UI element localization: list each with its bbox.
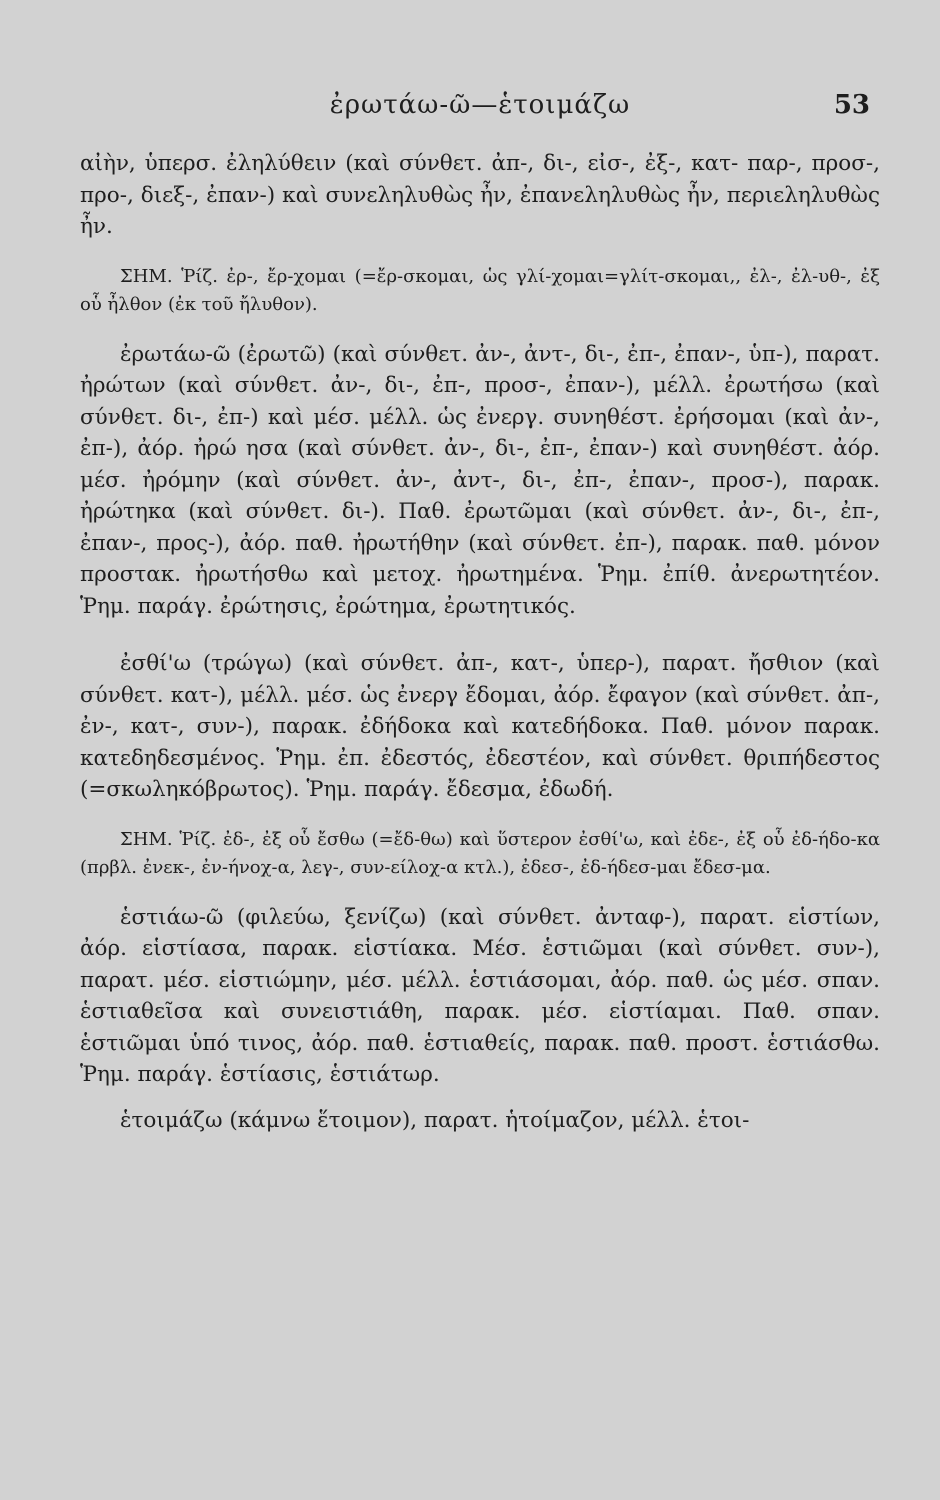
page-number: 53 xyxy=(833,90,870,120)
note-paragraph-2: ΣΗΜ. Ῥίζ. ἐδ-, ἐξ οὗ ἔσθω (=ἔδ-θω) καὶ ὕστερον ἐσθί'ω, καὶ ἐδε-, ἐξ οὗ ἐδ-ήδο-κα (πρβλ. ἐνεκ-, ἐν-ήνοχ-α, λεγ-, συν-είλοχ-α κτλ.), ἐδεσ-, ἐδ-ήδεσ-μαι ἔδεσ-μα. xyxy=(80,828,880,878)
entry-hetoimazo: ἑτοιμάζω (κάμνω ἕτοιμον), παρατ. ἡτοίμαζον, μέλλ. ἑτοι- xyxy=(120,1107,750,1133)
entry-erotao: ἐρωτάω-ῶ (ἐρωτῶ) (καὶ σύνθετ. ἀν-, ἀντ-, δι-, ἐπ-, ἐπαν-, ὑπ-), παρατ. ἠρώτων (καὶ σύνθετ. ἀν-, δι-, ἐπ-, προσ-, ἐπαν-), μέλλ. ἐρωτήσω (καὶ σύνθετ. δι-, ἐπ-) καὶ μέσ. μέλλ. ὡς ἐνεργ. συνηθέστ. ἐρήσομαι (καὶ ἀν-, ἐπ-), ἀόρ. ἠρώ ησα (καὶ σύνθετ. ἀν-, δι-, ἐπ-, ἐπαν-) καὶ συνηθέστ. ἀόρ. μέσ. ἠρόμην (καὶ σύνθετ. ἀν-, ἀντ-, δι-, ἐπ-, ἐπαν-, προσ-), παρακ. ἠρώτηκα (καὶ σύνθετ. δι-). Παθ. ἐρωτῶμαι (καὶ σύνθετ. ἀν-, δι-, ἐπ-, ἐπαν-, προς-), ἀόρ. παθ. ἠρωτήθην (καὶ σύνθετ. ἐπ-), παρακ. παθ. μόνον προστακ. ἠρωτήσθω καὶ μετοχ. ἠρωτημένα. Ῥημ. ἐπίθ. ἀνερωτητέον. Ῥημ. παράγ. ἐρώτησις, ἐρώτημα, ἐρωτητικός. xyxy=(80,341,880,619)
running-head: ἐρωτάω-ῶ—ἑτοιμάζω xyxy=(329,90,631,120)
entry-hestiao: ἑστιάω-ῶ (φιλεύω, ξενίζω) (καὶ σύνθετ. ἀνταφ-), παρατ. εἱστίων, ἀόρ. εἱστίασα, παρακ. εἱστίακα. Μέσ. ἑστιῶμαι (καὶ σύνθετ. συν-), παρατ. μέσ. εἱστιώμην, μέσ. μέλλ. ἑστιάσομαι, ἀόρ. παθ. ὡς μέσ. σπαν. ἑστιαθεῖσα καὶ συνειστιάθη, παρακ. μέσ. εἱστίαμαι. Παθ. σπαν. ἑστιῶμαι ὑπό τινος, ἀόρ. παθ. ἑστιαθείς, παρακ. παθ. προστ. ἑστιάσθω. Ῥημ. παράγ. ἑστίασις, ἑστιάτωρ. xyxy=(80,904,880,1087)
continuation-paragraph: αἰὴν, ὑπερσ. ἐληλύθειν (καὶ σύνθετ. ἀπ-, δι-, εἰσ-, ἐξ-, κατ- παρ-, προσ-, προ-, διεξ-, ἐπαν-) καὶ συνεληλυθὼς ἦν, ἐπανεληλυθὼς ἦν, περιεληλυθὼς ἦν. xyxy=(80,151,880,239)
entries xyxy=(80,148,880,1136)
page-header xyxy=(80,90,880,138)
note-paragraph: ΣΗΜ. Ῥίζ. ἐρ-, ἔρ-χομαι (=ἔρ-σκομαι, ὡς γλί-χομαι=γλίτ-σκομαι,, ἐλ-, ἐλ-υθ-, ἐξ οὗ ἦλθον (ἐκ τοῦ ἤλυθον). xyxy=(80,265,880,315)
entry-esthio: ἐσθί'ω (τρώγω) (καὶ σύνθετ. ἀπ-, κατ-, ὑπερ-), παρατ. ἤσθιον (καὶ σύνθετ. κατ-), μέλλ. μέσ. ὡς ἐνεργ ἔδομαι, ἀόρ. ἔφαγον (καὶ σύνθετ. ἀπ-, ἐν-, κατ-, συν-), παρακ. ἐδήδοκα καὶ κατεδήδοκα. Παθ. μόνον παρακ. κατεδηδεσμένος. Ῥημ. ἐπ. ἐδεστός, ἐδεστέον, καὶ σύνθετ. θριπήδεστος (=σκωληκόβρωτος). Ῥημ. παράγ. ἔδεσμα, ἐδωδή. xyxy=(80,651,880,802)
